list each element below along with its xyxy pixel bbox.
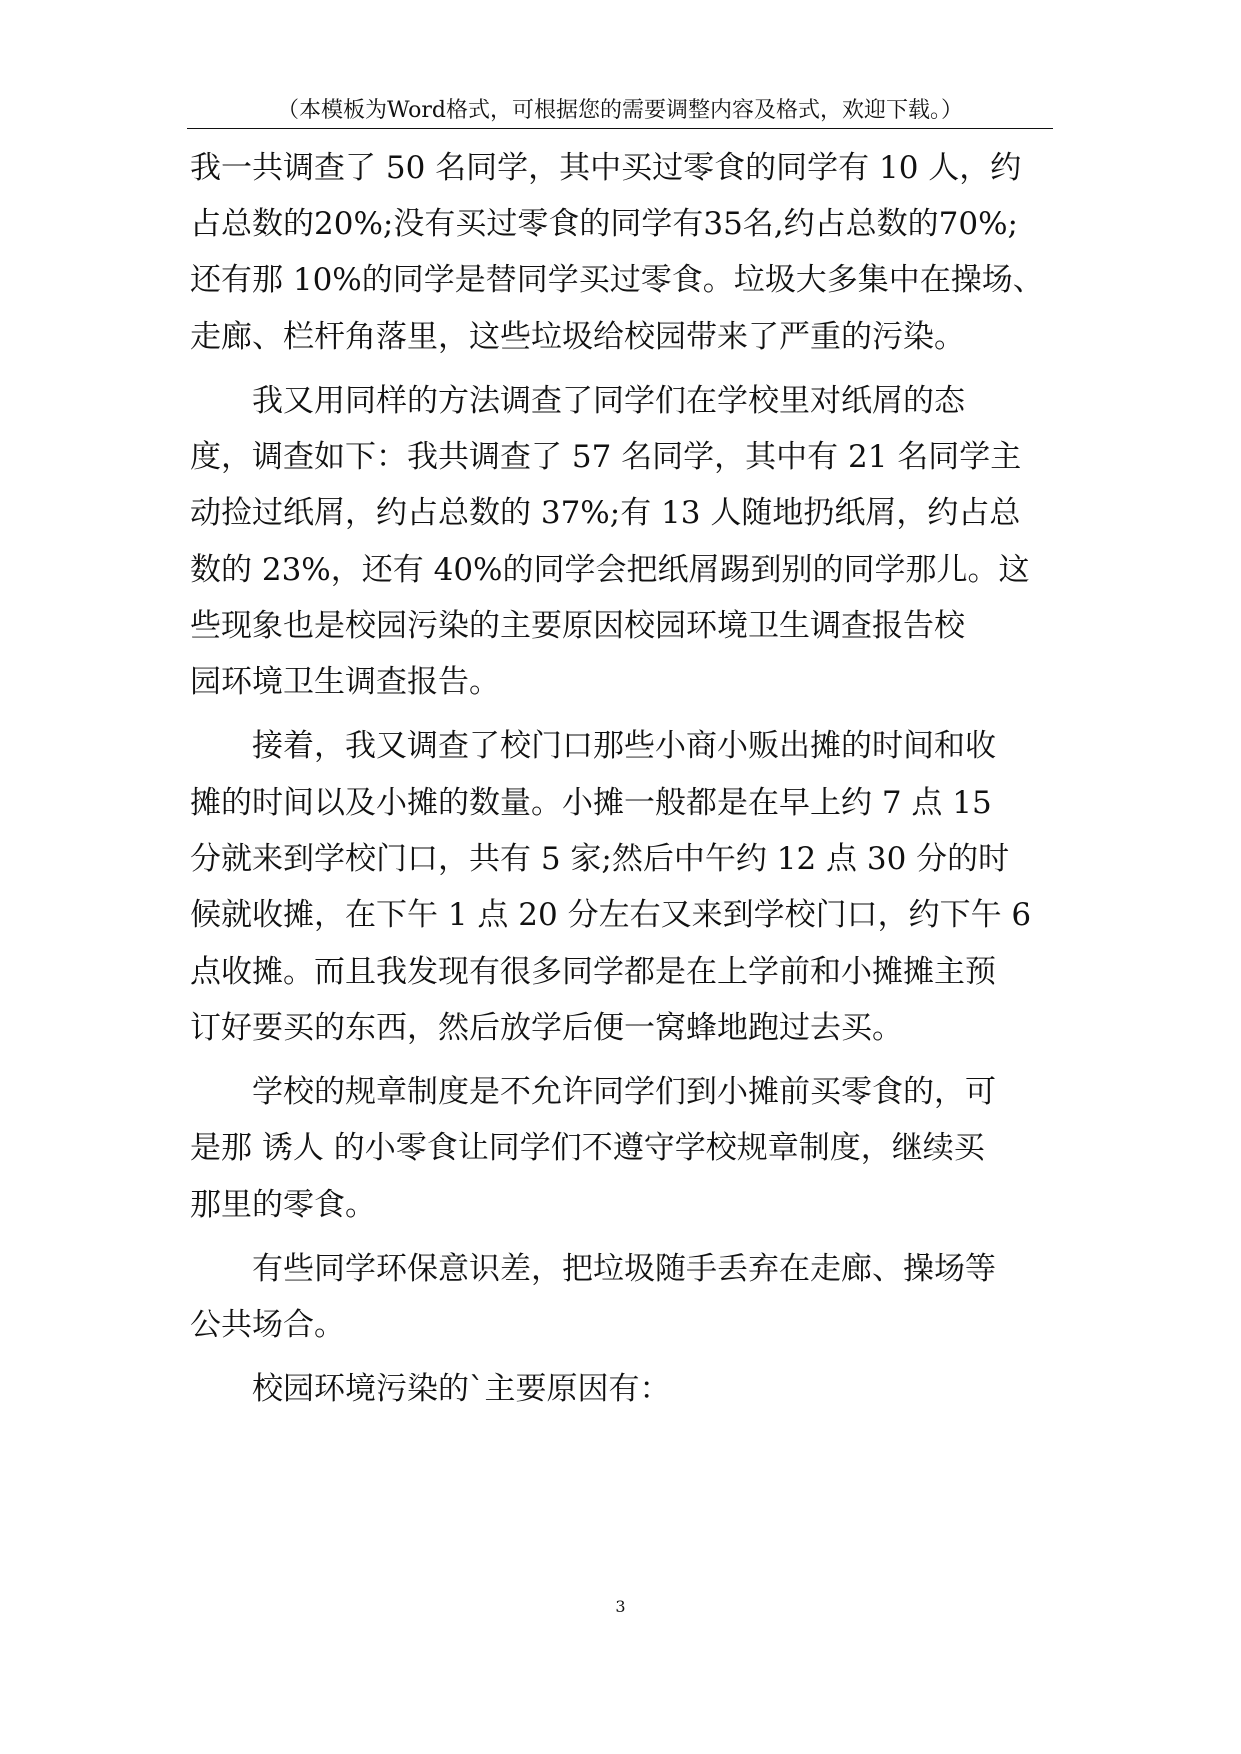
page-number: 3 <box>615 1597 626 1616</box>
body-line: 摊的时间以及小摊的数量。小摊一般都是在早上约 7 点 15 <box>190 785 992 821</box>
header-note: （本模板为Word格式，可根据您的需要调整内容及格式，欢迎下载。） <box>277 98 963 123</box>
paragraph-first-line: 接着，我又调查了校门口那些小商小贩出摊的时间和收 <box>252 728 996 764</box>
body-line: 是那 诱人 的小零食让同学们不遵守学校规章制度，继续买 <box>190 1130 985 1166</box>
paragraph-first-line: 校园环境污染的`主要原因有： <box>252 1371 671 1407</box>
body-line: 走廊、栏杆角落里，这些垃圾给校园带来了严重的污染。 <box>190 319 965 355</box>
body-line: 还有那 10%的同学是替同学买过零食。垃圾大多集中在操场、 <box>190 262 1044 298</box>
header-rule <box>187 128 1053 129</box>
body-line: 分就来到学校门口，共有 5 家;然后中午约 12 点 30 分的时 <box>190 841 1010 877</box>
body-line: 数的 23%，还有 40%的同学会把纸屑踢到别的同学那儿。这 <box>190 552 1030 588</box>
paragraph-first-line: 我又用同样的方法调查了同学们在学校里对纸屑的态 <box>252 383 965 419</box>
body-line: 我一共调查了 50 名同学，其中买过零食的同学有 10 人，约 <box>190 150 1022 186</box>
body-line: 些现象也是校园污染的主要原因校园环境卫生调查报告校 <box>190 608 965 644</box>
body-line: 度，调查如下：我共调查了 57 名同学，其中有 21 名同学主 <box>190 439 1022 475</box>
body-line: 候就收摊，在下午 1 点 20 分左右又来到学校门口，约下午 6 <box>190 897 1032 933</box>
body-line: 园环境卫生调查报告。 <box>190 664 500 700</box>
body-line: 占总数的20%;没有买过零食的同学有35名,约占总数的70%; <box>190 206 1018 242</box>
paragraph-first-line: 有些同学环保意识差，把垃圾随手丢弃在走廊、操场等 <box>252 1251 996 1287</box>
body-line: 动捡过纸屑，约占总数的 37%;有 13 人随地扔纸屑，约占总 <box>190 495 1021 531</box>
body-line: 那里的零食。 <box>190 1187 376 1223</box>
body-line: 公共场合。 <box>190 1307 345 1343</box>
body-line: 订好要买的东西，然后放学后便一窝蜂地跑过去买。 <box>190 1010 903 1046</box>
paragraph-first-line: 学校的规章制度是不允许同学们到小摊前买零食的，可 <box>252 1074 996 1110</box>
body-line: 点收摊。而且我发现有很多同学都是在上学前和小摊摊主预 <box>190 954 996 990</box>
